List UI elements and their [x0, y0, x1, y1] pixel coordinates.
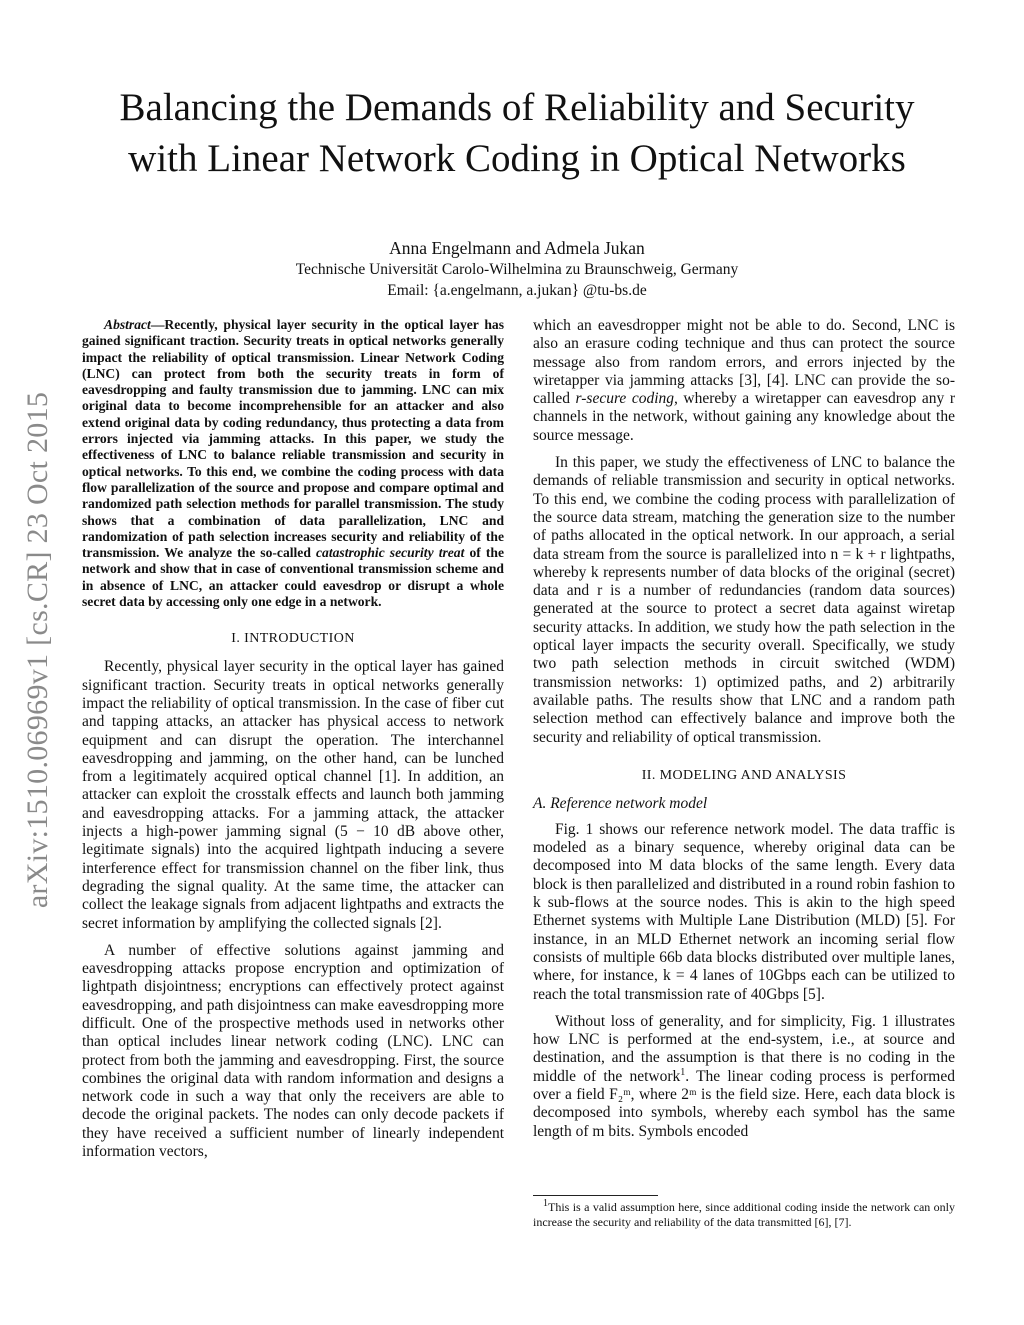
arxiv-stamp: [8, 355, 68, 945]
modeling-p2-text-2: . The linear coding process is performed over a field F₂ᵐ, where 2ᵐ is the field size. Here, each data block is decomposed into symbols, whereby each symbol has the same length of m bits. Symbols encoded: [533, 1067, 955, 1140]
footnote-text: This is a valid assumption here, since additional coding inside the network can only increase the security and reliability of the data transmitted [6], [7].: [533, 1200, 955, 1229]
modeling-p2-text-1: Without loss of generality, and for simplicity, Fig. 1 illustrates how LNC is performed at the end-system, i.e., at source and destination, and the assumption is that there is no coding in the middle of the network: [533, 1012, 955, 1085]
right-p1-emphasis: r-secure coding,: [575, 390, 678, 408]
abstract-label: Abstract: [104, 317, 151, 332]
left-column: [82, 317, 504, 1161]
author-names: Anna Engelmann and Admela Jukan: [389, 238, 645, 258]
intro-paragraph-2: A number of effective solutions against jamming and eavesdropping attacks propose encryption and optimization of lightpath disjointness; encryptions can effectively protect against eavesdropping, and path disjointness can make eavesdropping more difficult. One of the prospective methods used in networks other than optical includes linear network coding (LNC). LNC can protect from both the jamming and eavesdropping. First, the source combines the original data with random information and designs a network code in such a way that only the receivers are able to decode the original packets. The nodes can only decode packets if they have received a sufficient number of linearly independent information vectors,: [82, 941, 504, 1161]
right-paragraph-2: In this paper, we study the effectiveness of LNC to balance the demands of reliable transmission and security in optical networks. To this end, we combine the coding process with parallelization of the source data stream, matching the generation size to the number of paths allocated in the optical network. In our approach, a serial data stream from the source is parallelized into n = k + r lightpaths, whereby k represents number of data blocks of the original (secret) data and r is a number of redundancies (random data sources) generated at the source to protect a secret data against wiretap security attacks. In addition, we study how the path selection in the optical layer impacts the security overall. Specifically, we study two path selection methods in circuit switched (WDM) transmission networks: 1) optimized paths, and 2) arbitrarily available paths. The results show that LNC and a random path selection method can effectively balance and improve both the security and reliability of optical transmission.: [533, 454, 955, 746]
subsection-heading: A. Reference network model: [533, 794, 708, 812]
right-column: [533, 317, 955, 1141]
footnote-ref: 1: [680, 1066, 686, 1078]
right-p1-text-2: whereby a wiretapper can eavesdrop any r channels in the network, without gaining any knowledge about the source message.: [533, 390, 955, 444]
author-block: [82, 238, 952, 301]
email: Email: {a.engelmann, a.jukan} @tu-bs.de: [387, 282, 647, 299]
modeling-paragraph-2: [533, 1013, 955, 1141]
arxiv-id: arXiv:1510.06969v1 [cs.CR] 23 Oct 2015: [21, 391, 55, 909]
footnote-mark: 1: [543, 1198, 548, 1209]
footnote-divider: [533, 1195, 658, 1196]
title-line-1: Balancing the Demands of Reliability and Security: [119, 86, 915, 129]
title-line-2: with Linear Network Coding in Optical Networks: [128, 137, 906, 180]
footnote: [533, 1200, 955, 1229]
modeling-paragraph-1: Fig. 1 shows our reference network model. The data traffic is modeled as a binary sequence, whereby original data can be decomposed into M data blocks of the same length. Every data block is then parallelized and distributed in a round robin fashion to k sub-flows at the source nodes. This is akin to the high speed Ethernet systems with Multiple Lane Distribution (MLD) [5]. For instance, in an MLD Ethernet network an incoming serial flow consists of multiple 66b data blocks distributed over multiple lanes, where, for instance, k = 4 lanes of 10Gbps each can be utilized to reach the total transmission rate of 40Gbps [5].: [533, 820, 955, 1003]
paper-title: [82, 82, 952, 184]
abstract-text-1: —Recently, physical layer security in the optical layer has gained significant traction. Security treats in optical networks generally impact the reliability of optical transmission. Linear Network Coding (LNC) can protect from both the security treats in form of eavesdropping and faulty transmission due to jamming. LNC can mix original data to become incomprehensible for an attacker and also extend original data by coding redundancy, thus protecting a data from errors injected via jamming attacks. In this paper, we study the effectiveness of LNC to balance reliable transmission and security in optical networks. To this end, we combine the coding process with data flow parallelization of the source and propose and compare optimal and randomized path selection methods for parallel transmission. The study shows that a combination of data parallelization, LNC and randomization of path selection increases security and reliability of the transmission. We analyze the so-called: [82, 317, 504, 561]
right-paragraph-1: [533, 317, 955, 445]
abstract: [82, 317, 504, 610]
section-heading-introduction: I. INTRODUCTION: [231, 631, 355, 647]
abstract-text-2: of the network and show that in case of conventional transmission scheme and in absence of LNC, an attacker could eavesdrop or disrupt a whole secret data by accessing only one edge in a network.: [82, 545, 504, 610]
section-heading-modeling: II. MODELING AND ANALYSIS: [641, 767, 847, 783]
right-p1-text-1: which an eavesdropper might not be able to do. Second, LNC is also an erasure coding technique and thus can protect the source message also from random errors, and errors injected by the wiretapper via jamming attacks [3], [4]. LNC can provide the so-called: [533, 317, 955, 408]
affiliation: Technische Universität Carolo-Wilhelmina zu Braunschweig, Germany: [295, 261, 739, 278]
intro-paragraph-1: Recently, physical layer security in the optical layer has gained significant traction. Security treats in optical networks generally impact the reliability of optical transmission. In the case of fiber cut and tapping attacks, an attacker has physical access to network equipment and can disrupt the operation. The interchannel eavesdropping and jamming, on the other hand, can be lunched from a legitimately acquired optical channel [1]. In addition, an attacker can exploit the crosstalk effects and launch both jamming and eavesdropping attacks. For a jamming attack, the attacker injects a high-power jamming signal (5 − 10 dB above other, legitimate signals) into the acquired lightpath inducing a severe interference effect for transmission channel on the fiber link, thus degrading the signal quality. At the same time, the attacker can collect the leakage signals from adjacent lightpaths and extracts the secret information by amplifying the collected signals [2].: [82, 658, 504, 932]
abstract-emphasis: catastrophic security treat: [316, 545, 465, 561]
